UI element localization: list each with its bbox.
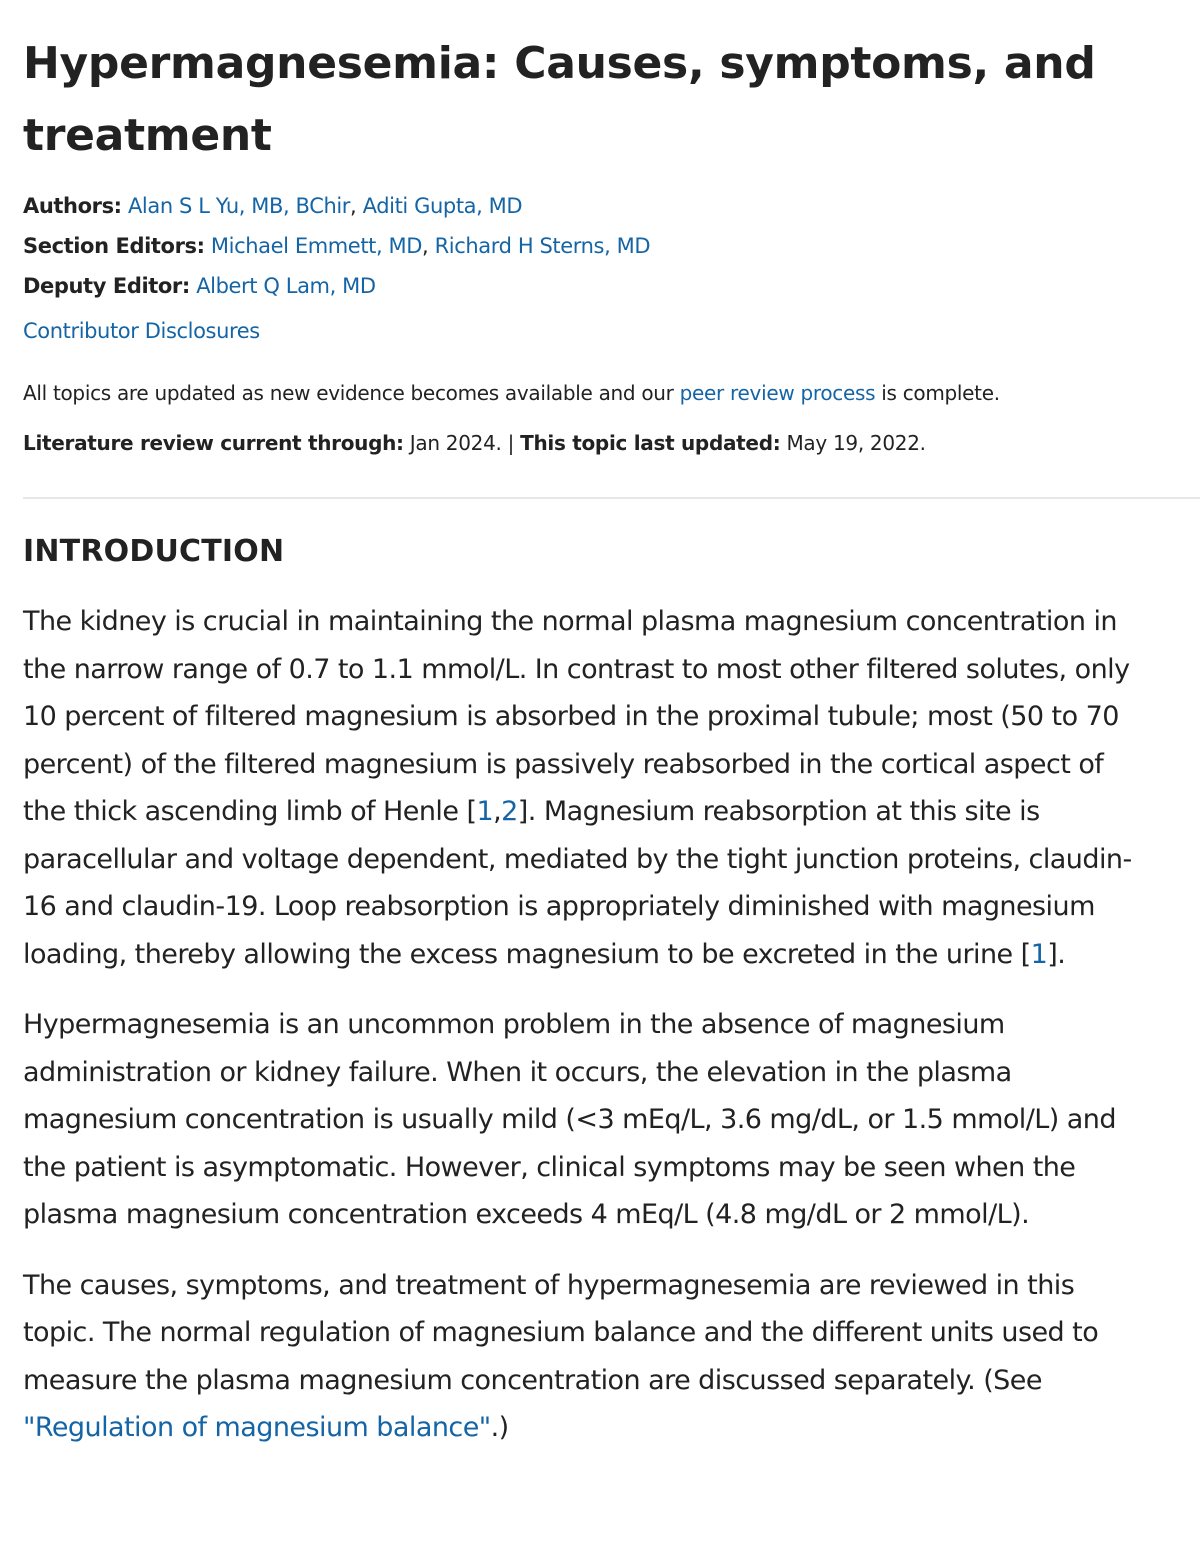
updates-note-tail: is complete. — [875, 381, 1000, 405]
section-heading-introduction: INTRODUCTION — [23, 534, 285, 569]
section-editor-link-1[interactable]: Michael Emmett, MD — [210, 234, 423, 258]
title-line-1: Hypermagnesemia: Causes, symptoms, and — [23, 38, 1096, 89]
review-dates — [23, 427, 1188, 459]
paragraph-line: 16 and claudin-19. Loop reabsorption is appropriately diminished with magnesium — [23, 891, 1095, 922]
paragraph-line: 10 percent of filtered magnesium is absorbed in the proximal tubule; most (50 to 70 — [23, 701, 1119, 732]
paragraph-text: loading, thereby allowing the excess magnesium to be excreted in the urine [ — [23, 938, 1031, 970]
paragraph-line — [23, 788, 1188, 836]
regulation-of-magnesium-balance-link[interactable]: "Regulation of magnesium balance" — [23, 1412, 491, 1443]
peer-review-process-link[interactable]: peer review process — [679, 381, 876, 405]
updates-note-text: All topics are updated as new evidence becomes available and our — [23, 381, 680, 405]
section-editor-link-2[interactable]: Richard H Sterns, MD — [434, 234, 651, 258]
reference-link-1-second[interactable]: 1 — [1030, 938, 1048, 970]
paragraph-text: the thick ascending limb of Henle [ — [23, 796, 477, 827]
divider — [23, 497, 1200, 499]
paragraph-line: plasma magnesium concentration exceeds 4 mEq/L (4.8 mg/dL or 2 mmol/L). — [23, 1199, 1030, 1230]
contributors-block — [23, 186, 1188, 306]
review-separator: | — [501, 431, 521, 455]
section-editors-row — [23, 226, 1188, 266]
last-updated-date: May 19, 2022. — [780, 431, 926, 455]
author-link-2[interactable]: Aditi Gupta, MD — [362, 194, 523, 218]
paragraph-line: administration or kidney failure. When it occurs, the elevation in the plasma — [23, 1056, 1012, 1088]
contributor-disclosures-link[interactable]: Contributor Disclosures — [23, 319, 260, 343]
author-link-1[interactable]: Alan S L Yu, MB, BChir — [127, 194, 351, 218]
last-updated-label: This topic last updated: — [520, 431, 781, 455]
paragraph-line: Hypermagnesemia is an uncommon problem in the absence of magnesium — [23, 1009, 1005, 1040]
title-line-2: treatment — [23, 110, 272, 161]
authors-label: Authors: — [23, 194, 122, 218]
deputy-editor-label: Deputy Editor: — [23, 274, 190, 298]
paragraph-text: ]. — [1047, 938, 1066, 970]
paragraph-line — [23, 931, 1188, 979]
name-separator: , — [350, 194, 363, 218]
paragraph-2 — [23, 1001, 1188, 1239]
reference-link-1[interactable]: 1 — [476, 796, 494, 827]
literature-review-label: Literature review current through: — [23, 431, 404, 455]
paragraph-1 — [23, 598, 1188, 978]
reference-link-2[interactable]: 2 — [501, 796, 518, 827]
name-separator: , — [422, 234, 435, 258]
paragraph-line: The kidney is crucial in maintaining the normal plasma magnesium concentration in — [23, 606, 1117, 637]
reference-comma: , — [493, 796, 502, 827]
section-editors-label: Section Editors: — [23, 234, 205, 258]
contributor-disclosures-row — [23, 316, 1188, 346]
deputy-editor-row — [23, 266, 1188, 306]
paragraph-line: measure the plasma magnesium concentration are discussed separately. (See — [23, 1364, 1042, 1396]
page-title — [23, 28, 1188, 172]
paragraph-line: percent) of the filtered magnesium is passively reabsorbed in the cortical aspect of — [23, 748, 1104, 780]
paragraph-line: paracellular and voltage dependent, mediated by the tight junction proteins, claudin- — [23, 843, 1132, 875]
deputy-editor-link[interactable]: Albert Q Lam, MD — [196, 274, 376, 298]
paragraph-line: the patient is asymptomatic. However, clinical symptoms may be seen when the — [23, 1151, 1076, 1183]
paragraph-text: ]. Magnesium reabsorption at this site is — [517, 796, 1040, 827]
paragraph-line: The causes, symptoms, and treatment of hypermagnesemia are reviewed in this — [23, 1269, 1075, 1301]
paragraph-3 — [23, 1262, 1188, 1452]
article — [23, 28, 1188, 1452]
paragraph-line: the narrow range of 0.7 to 1.1 mmol/L. In contrast to most other filtered solutes, only — [23, 653, 1130, 685]
paragraph-line: topic. The normal regulation of magnesium balance and the different units used to — [23, 1317, 1099, 1348]
paragraph-text: .) — [490, 1412, 509, 1443]
literature-review-date: Jan 2024. — [403, 431, 502, 455]
updates-note — [23, 378, 1188, 408]
authors-row — [23, 186, 1188, 226]
paragraph-line: magnesium concentration is usually mild (<3 mEq/L, 3.6 mg/dL, or 1.5 mmol/L) and — [23, 1104, 1116, 1135]
paragraph-line — [23, 1404, 1188, 1452]
